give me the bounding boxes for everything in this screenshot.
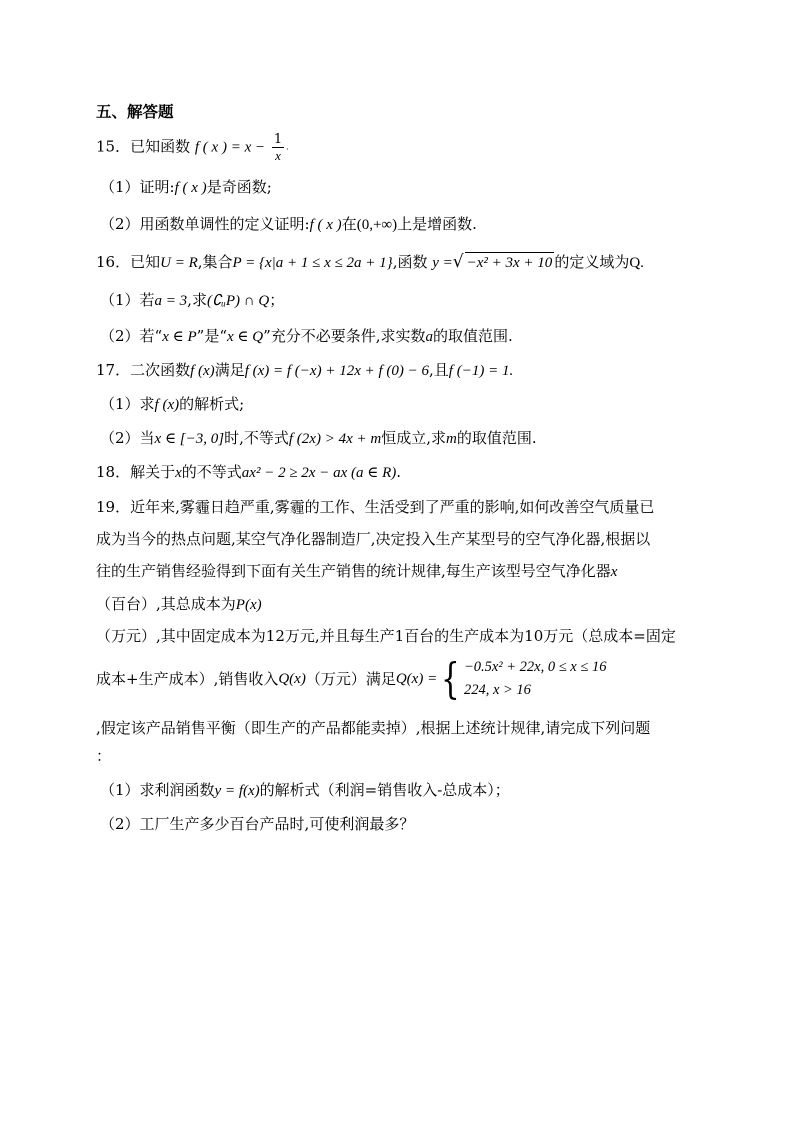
math-expression: Q(x)	[278, 671, 306, 687]
math-expression: f ( x )	[309, 217, 342, 233]
problem-19-line-2: 成为当今的热点问题,某空气净化器制造厂,决定投入生产某型号的空气净化器,根据以	[96, 530, 651, 548]
part-label: （1）若	[100, 291, 155, 309]
problem-18-number: 18．	[96, 463, 131, 481]
problem-17-part-1	[100, 394, 244, 415]
part-text: 上是增函数.	[397, 215, 477, 233]
problem-text: （百台）,其总成本为	[96, 595, 236, 613]
math-variable: x	[610, 564, 618, 580]
problem-19-line-5: （万元）,其中固定成本为12万元,并且每生产1百台的生产成本为10万元（总成本=固定	[96, 627, 676, 645]
part-text: 是奇函数;	[206, 178, 272, 196]
problem-text: ,且	[429, 361, 449, 379]
problem-15-text: 已知函数	[130, 137, 191, 156]
math-expression: (∁ᵤP) ∩ Q	[206, 293, 270, 309]
math-set: P = {x|a + 1 ≤ x ≤ 2a + 1}	[232, 255, 393, 271]
math-expression: f (x)	[154, 397, 180, 413]
problem-text: 已知	[130, 253, 161, 271]
math-expression: f (x) = f (−x) + 12x + f (0) − 6	[244, 363, 430, 379]
part-text: 的解析式;	[179, 395, 245, 413]
problem-16-statement	[96, 252, 644, 273]
part-label: （1）求	[100, 395, 155, 413]
piecewise-case-1: −0.5x² + 22x, 0 ≤ x ≤ 16	[463, 659, 607, 675]
math-expression: x ∈ [−3, 0]	[154, 431, 225, 447]
math-inequality: ax² − 2 ≥ 2x − ax (a ∈ R)	[241, 465, 397, 481]
part-label: （2）用函数单调性的定义证明:	[100, 215, 310, 233]
math-expression: f (−1) = 1.	[448, 363, 514, 379]
math-expression: f (x)	[190, 363, 215, 379]
problem-text: 的不等式	[181, 463, 242, 481]
problem-text: 往的生产销售经验得到下面有关生产销售的统计规律,每生产该型号空气净化器	[96, 562, 611, 580]
part-text: 在	[341, 215, 357, 233]
piecewise-function	[437, 656, 606, 702]
math-variable: a	[425, 329, 434, 345]
problem-16-number: 16．	[96, 253, 131, 271]
part-text: 的取值范围.	[456, 429, 537, 447]
problem-19-part-1	[100, 780, 510, 801]
part-text: ”充分不必要条件,求实数	[263, 327, 426, 345]
math-variable: m	[445, 431, 457, 447]
piecewise-case-2: 224, x > 16	[463, 682, 531, 698]
part-label: （2）当	[100, 429, 155, 447]
part-text: 的解析式（利润=销售收入-总成本）；	[259, 781, 510, 799]
problem-text: ,集合	[197, 253, 233, 271]
problem-18-statement	[96, 462, 401, 483]
part-text: 的取值范围.	[433, 327, 513, 345]
fraction-denominator: x	[275, 148, 281, 163]
piecewise-cases	[464, 656, 607, 702]
part-label: （1）求利润函数	[100, 781, 215, 799]
problem-15-part-2	[100, 214, 477, 235]
math-expression: Q.	[629, 255, 644, 271]
problem-text: 解关于	[130, 463, 176, 481]
left-brace-icon: {	[441, 654, 460, 703]
problem-16-part-1	[100, 290, 284, 311]
problem-17-part-2	[100, 428, 537, 449]
problem-17-statement	[96, 360, 513, 381]
problem-15-number: 15．	[96, 137, 131, 156]
problem-19-line-8: ：	[96, 747, 112, 765]
problem-19-line-7: ,假定该产品销售平衡（即生产的产品都能卖掉）,根据上述统计规律,请完成下列问题	[96, 719, 651, 737]
problem-19-part-2: （2）工厂生产多少百台产品时,可使利润最多？	[100, 815, 415, 833]
sqrt-body: −x² + 3x + 10	[465, 252, 555, 273]
problem-15-fraction	[272, 132, 284, 163]
math-expression: y = f(x)	[214, 783, 260, 799]
math-expression: f (2x) > 4x + m	[288, 431, 382, 447]
fraction-numerator: 1	[273, 132, 283, 147]
math-expression: a = 3	[154, 293, 188, 309]
math-expression: x ∈ P	[162, 329, 197, 345]
problem-19-line-1	[96, 497, 654, 517]
problem-15-part-1	[100, 177, 272, 198]
part-text: ,求	[187, 291, 207, 309]
math-expression: x ∈ Q	[227, 329, 264, 345]
problem-19-line-6	[96, 656, 606, 702]
math-variable: x	[175, 465, 182, 481]
problem-text: 满足	[214, 361, 245, 379]
math-expression: P(x)	[235, 597, 262, 613]
math-expression: y =	[432, 255, 453, 271]
problem-text: 近年来,雾霾日趋严重,雾霾的工作、生活受到了严重的影响,如何改善空气质量已	[130, 498, 655, 516]
math-expression: Q(x) =	[395, 671, 438, 687]
math-interval: (0,+∞)	[356, 217, 398, 233]
section-heading: 五、解答题	[96, 102, 174, 121]
problem-19-line-4	[96, 594, 262, 615]
problem-text: 二次函数	[130, 361, 191, 379]
problem-19-line-3	[96, 561, 617, 582]
part-text: ；	[269, 291, 285, 309]
part-label: （1）证明:	[100, 178, 175, 196]
math-expression: f ( x )	[174, 180, 207, 196]
problem-15-end: .	[286, 142, 289, 152]
problem-17-number: 17．	[96, 361, 131, 379]
problem-15-formula: f ( x ) = x −	[194, 139, 266, 156]
part-text: 时,不等式	[224, 429, 289, 447]
problem-text: 的定义域为	[554, 253, 630, 271]
math-expression: U = R	[160, 255, 198, 271]
problem-text: 成本+生产成本）,销售收入	[96, 670, 279, 688]
part-label: （2）若“	[100, 327, 163, 345]
problem-text: .	[396, 463, 402, 481]
problem-text: ,函数	[392, 253, 428, 271]
problem-15-statement	[96, 132, 289, 163]
problem-19-number: 19．	[96, 498, 131, 516]
problem-text: （万元）满足	[305, 670, 396, 688]
problem-16-part-2	[100, 326, 513, 347]
part-text: 恒成立,求	[381, 429, 446, 447]
sqrt-icon: √	[452, 252, 464, 272]
part-text: ”是“	[196, 327, 227, 345]
